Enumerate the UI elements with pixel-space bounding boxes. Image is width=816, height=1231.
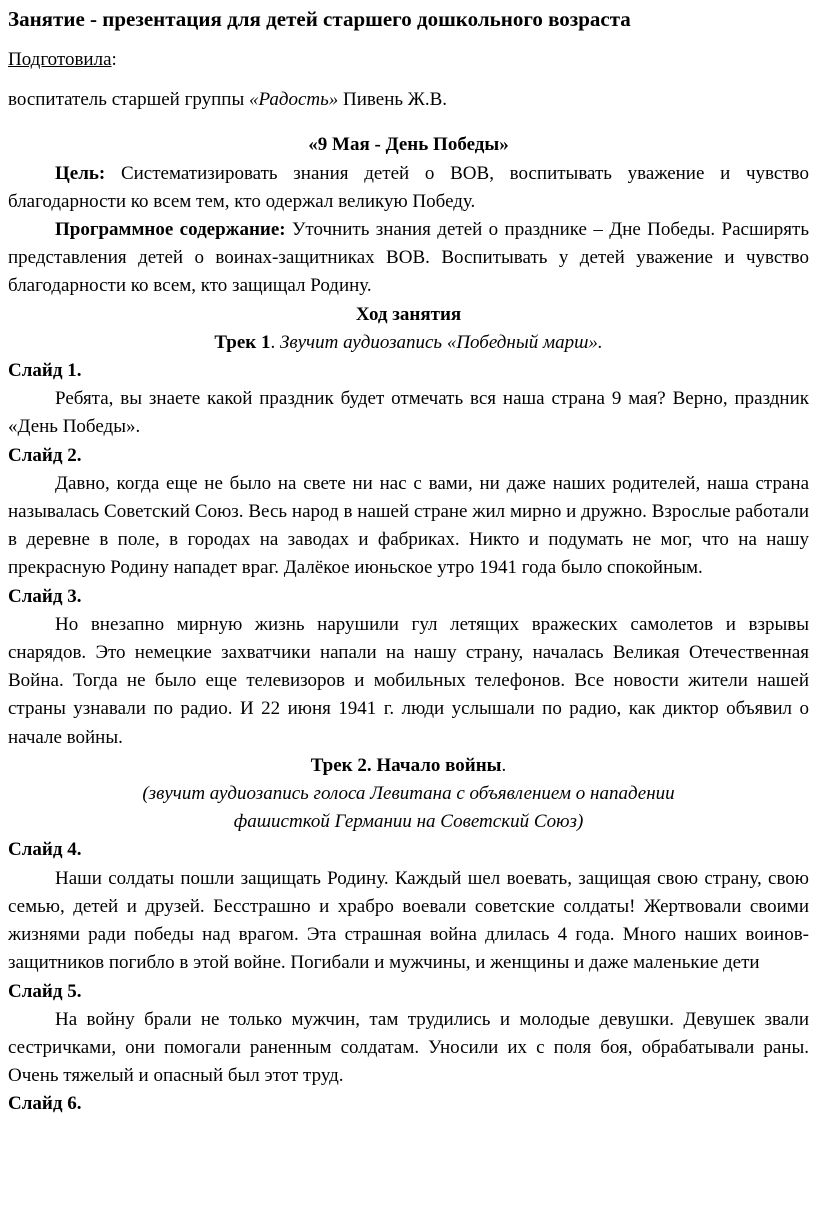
author-group-name: «Радость» xyxy=(248,89,339,111)
slide1-label: Слайд 1. xyxy=(8,360,82,382)
prepared-by-label: Подготовила xyxy=(8,49,112,70)
track2-line xyxy=(8,752,809,780)
author-role: воспитатель старшей группы xyxy=(8,89,249,111)
author-name: Пивень Ж.В. xyxy=(338,89,447,111)
goal-label: Цель: xyxy=(55,162,106,184)
slide5-label: Слайд 5. xyxy=(8,980,82,1002)
slide6-label: Слайд 6. xyxy=(8,1093,82,1115)
author-line xyxy=(8,86,809,114)
goal-text: Систематизировать знания детей о ВОВ, воспитывать уважение и чувство благодарности ко всем тем, кто одержал великую Победу. xyxy=(8,162,809,212)
program-text: Уточнить знания детей о празднике – Дне Победы. Расширять представления детей о воинах-защитниках ВОВ. Воспитывать у детей уважение и чувство благодарности ко всем, кто защищал Родину. xyxy=(8,219,809,297)
track1-description: Звучит аудиозапись «Победный марш». xyxy=(279,331,603,353)
slide1-paragraph: Ребята, вы знаете какой праздник будет отмечать вся наша страна 9 мая? Верно, праздник «День Победы». xyxy=(8,388,809,438)
track1-line xyxy=(8,329,809,357)
slide4-label: Слайд 4. xyxy=(8,839,82,861)
program-paragraph xyxy=(8,216,809,301)
track1-separator: . xyxy=(270,331,280,353)
document-title: Занятие - презентация для детей старшего дошкольного возраста xyxy=(8,7,631,31)
prepared-by-line xyxy=(8,46,809,74)
track2-subtitle xyxy=(8,780,809,836)
track2-label: Трек 2. Начало войны xyxy=(310,754,502,776)
main-heading: «9 Мая - День Победы» xyxy=(308,134,509,156)
slide2-label: Слайд 2. xyxy=(8,444,82,466)
prepared-by-colon: : xyxy=(111,49,117,70)
slide3-label: Слайд 3. xyxy=(8,585,82,607)
slide3-paragraph: Но внезапно мирную жизнь нарушили гул летящих вражеских самолетов и взрывы снарядов. Это немецкие захватчики напали на нашу страну, началась Великая Отечественная Война. Тогда не было еще телевизоров и мобильных телефонов. Все новости жители нашей страны узнавали по радио. И 22 июня 1941 г. люди услышали по радио, как диктор объявил о начале войны. xyxy=(8,613,809,748)
slide2-paragraph: Давно, когда еще не было на свете ни нас с вами, ни даже наших родителей, наша страна называлась Советский Союз. Весь народ в нашей стране жил мирно и дружно. Взрослые работали в деревне в поле, в городах на заводах и фабриках. Никто и подумать не мог, что на нашу прекрасную Родину нападет враг. Далёкое июньское утро 1941 года было спокойным. xyxy=(8,472,809,579)
track2-period: . xyxy=(501,754,507,776)
track1-label: Трек 1 xyxy=(214,331,271,353)
track2-subtitle-line2: фашисткой Германии на Советский Союз) xyxy=(233,811,584,833)
program-label: Программное содержание: xyxy=(55,219,286,241)
slide5-paragraph: На войну брали не только мужчин, там трудились и молодые девушки. Девушек звали сестричками, они помогали раненным солдатам. Уносили их с поля боя, обрабатывали раны. Очень тяжелый и опасный был этот труд. xyxy=(8,1008,809,1087)
goal-paragraph xyxy=(8,160,809,216)
track2-subtitle-line1: (звучит аудиозапись голоса Левитана с объявлением о нападении xyxy=(142,783,675,805)
slide4-paragraph: Наши солдаты пошли защищать Родину. Каждый шел воевать, защищая свою страну, свою семью, детей и друзей. Бесстрашно и храбро воевали советские солдаты! Жертвовали своими жизнями ради победы над врагом. Эта страшная война длилась 4 года. Много наших воинов-защитников погибло в этой войне. Погибали и мужчины, и женщины и даже маленькие дети xyxy=(8,867,809,974)
lesson-course-heading: Ход занятия xyxy=(355,303,462,325)
